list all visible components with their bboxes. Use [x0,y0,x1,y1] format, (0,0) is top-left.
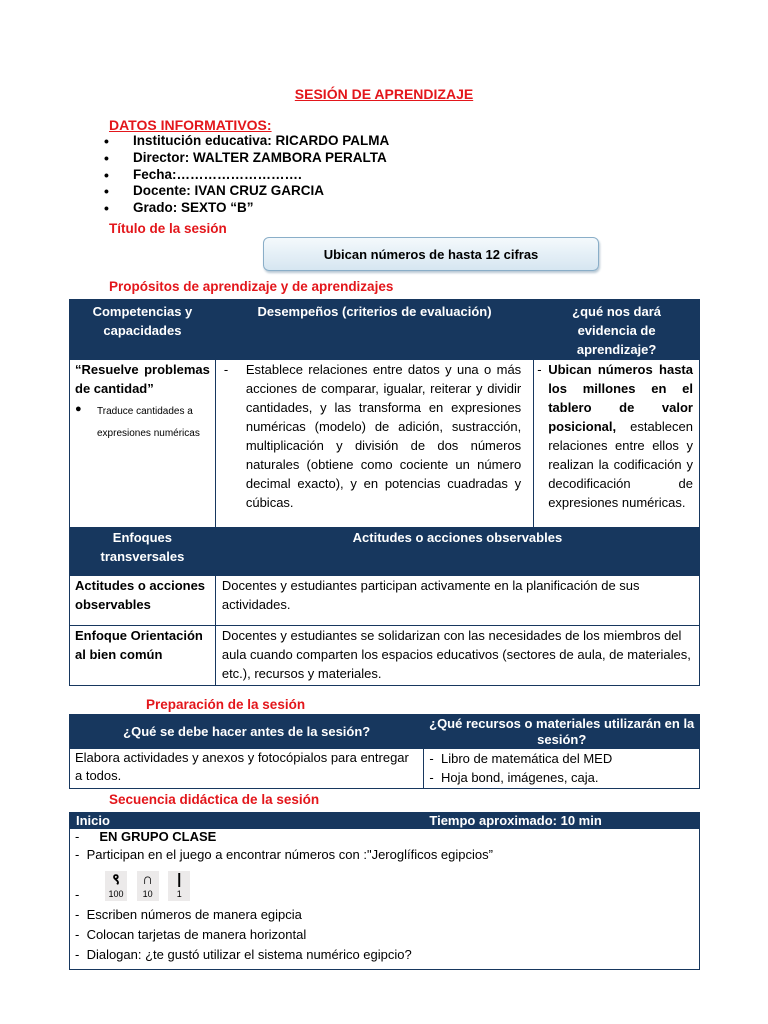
datos-item: • Fecha:………………………. [104,167,389,184]
evidencia-text: establecen relaciones entre ellos y realizan la codificación y decodificación de expresiones numéricas. [548,419,693,510]
header-evidencia: ¿qué nos dará evidencia de aprendizaje? [534,300,700,360]
session-title: Ubican números de hasta 12 cifras [323,246,539,262]
glyph-row: - ९ 100 ∩ 10 | 1 [75,865,694,905]
time-label: Tiempo aproximado: 10 min [424,813,700,829]
material-item: - Libro de matemática del MED [429,751,613,766]
header-antes: ¿Qué se debe hacer antes de la sesión? [70,715,424,749]
capacidad-text: Traduce cantidades a expresiones numéricas [97,406,200,439]
row-text: Docentes y estudiantes participan activamente en la planificación de sus actividades. [215,576,699,626]
material-item: - Hoja bond, imágenes, caja. [429,770,599,785]
page-title: SESIÓN DE APRENDIZAJE [294,86,474,102]
dash-marker: - [75,829,80,844]
datos-list [104,133,389,217]
activity-line: - Dialogan: ¿te gustó utilizar el sistema numérico egipcio? [75,947,412,962]
session-title-box [263,237,599,271]
session-title-label: Título de la sesión [109,221,227,236]
row-label: Actitudes o acciones observables [70,576,216,626]
row-label: Enfoque Orientación al bien común [70,626,216,686]
datos-item: • Institución educativa: RICARDO PALMA [104,133,389,150]
glyph-100-icon: ९ 100 [105,871,127,901]
desempeno-text: Establece relaciones entre datos y una o más acciones de comparar, igualar, reiterar y dividir cantidades, y las transforma en expresiones numéricas (modelo) de adición, sustracción, multiplicación y división de dos números naturales (obtiene como cociente un número decimal exacto), y en potencias cuadradas y cúbicas. [245,362,522,510]
activity-line: - Escriben números de manera egipcia [75,907,302,922]
header-competencias: Competencias y capacidades [70,300,216,360]
dash-marker: - [223,362,229,377]
dash-marker: - [537,362,542,377]
bullet-icon: ● [75,403,82,415]
antes-text: Elabora actividades y anexos y fotocópialos para entregar a todos. [70,749,424,789]
header-recursos: ¿Qué recursos o materiales utilizarán en la sesión? [424,715,700,749]
phase-label: Inicio [70,813,424,829]
activity-line: - Colocan tarjetas de manera horizontal [75,927,307,942]
prep-label: Preparación de la sesión [146,697,306,712]
datos-item: • Docente: IVAN CRUZ GARCIA [104,183,389,200]
secuencia-label: Secuencia didáctica de la sesión [109,792,320,807]
secuencia-table [69,812,700,970]
competencias-table [69,299,700,686]
group-label: EN GRUPO CLASE [99,829,217,844]
row-text: Docentes y estudiantes se solidarizan con las necesidades de los miembros del aula cuando comparten los espacios educativos (sectores de aula, de materiales, etc.), recursos y materiales. [215,626,699,686]
datos-item: • Grado: SEXTO “B” [104,200,389,217]
evidencia-bold: Ubican números hasta los millones en el tablero de valor posicional, [548,362,693,434]
header-enfoques: Enfoques transversales [70,528,216,576]
header-desempenos: Desempeños (criterios de evaluación) [215,300,533,360]
preparacion-table [69,714,700,789]
glyph-1-icon: | 1 [168,871,190,901]
datos-heading: DATOS INFORMATIVOS: [109,117,272,133]
datos-item: • Director: WALTER ZAMBORA PERALTA [104,150,389,167]
competencia-text: “Resuelve problemas de cantidad” [75,362,210,396]
purposes-label: Propósitos de aprendizaje y de aprendizajes [109,279,394,294]
activity-line: - Participan en el juego a encontrar números con :"Jeroglíficos egipcios” [75,847,493,862]
glyph-10-icon: ∩ 10 [137,871,159,901]
header-actitudes: Actitudes o acciones observables [215,528,699,576]
